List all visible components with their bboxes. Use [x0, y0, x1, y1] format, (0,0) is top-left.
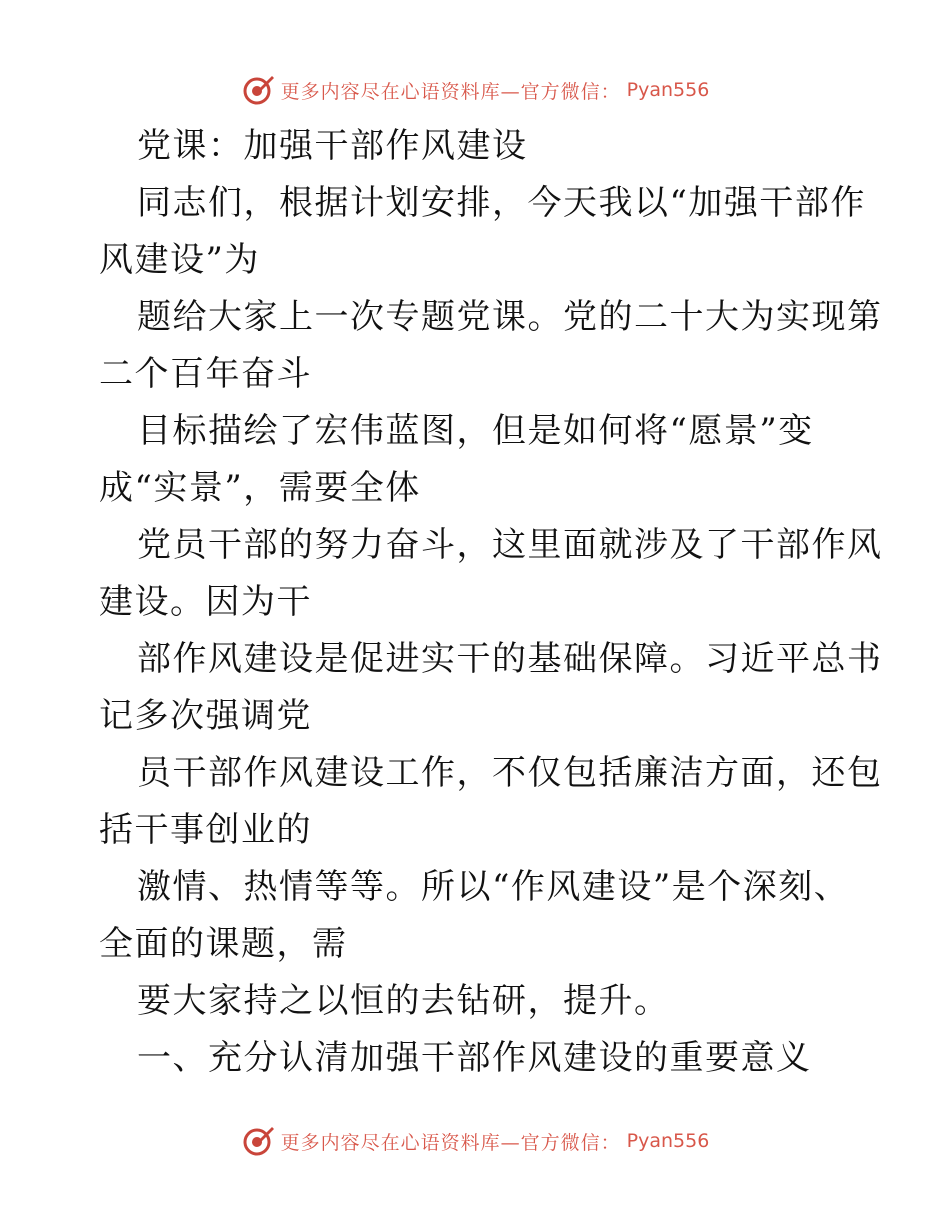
watermark-text: 更多内容尽在心语资料库—官方微信：	[280, 1131, 621, 1154]
paragraph-line: 全面的课题，需	[99, 924, 348, 964]
paragraph-line: 题给大家上一次专题党课。党的二十大为实现第	[137, 297, 883, 337]
seal-pen-icon	[241, 73, 275, 107]
watermark-id: Pyan556	[626, 1130, 710, 1152]
section-heading: 一、充分认清加强干部作风建设的重要意义	[137, 1038, 812, 1078]
paragraph-line: 记多次强调党	[99, 696, 312, 736]
paragraph-line: 成“实景”，需要全体	[99, 468, 421, 508]
paragraph-line: 同志们，根据计划安排，今天我以“加强干部作	[137, 183, 866, 223]
paragraph-line: 激情、热情等等。所以“作风建设”是个深刻、	[137, 867, 850, 907]
seal-pen-icon	[241, 1124, 275, 1158]
paragraph-line: 风建设”为	[99, 240, 260, 280]
document-body	[99, 118, 883, 1087]
paragraph-line: 党员干部的努力奋斗，这里面就涉及了干部作风	[137, 525, 883, 565]
document-title: 党课：加强干部作风建设	[137, 126, 528, 166]
watermark-text: 更多内容尽在心语资料库—官方微信：	[280, 80, 621, 103]
paragraph-line: 目标描绘了宏伟蓝图，但是如何将“愿景”变	[137, 411, 814, 451]
footer-watermark	[0, 1121, 950, 1161]
paragraph-line: 建设。因为干	[99, 582, 312, 622]
paragraph-line: 部作风建设是促进实干的基础保障。习近平总书	[137, 639, 883, 679]
paragraph-line: 括干事创业的	[99, 810, 312, 850]
paragraph-line: 员干部作风建设工作，不仅包括廉洁方面，还包	[137, 753, 883, 793]
watermark-id: Pyan556	[626, 79, 710, 101]
paragraph-line: 二个百年奋斗	[99, 354, 312, 394]
header-watermark	[0, 70, 950, 110]
paragraph-line: 要大家持之以恒的去钻研，提升。	[137, 981, 670, 1021]
